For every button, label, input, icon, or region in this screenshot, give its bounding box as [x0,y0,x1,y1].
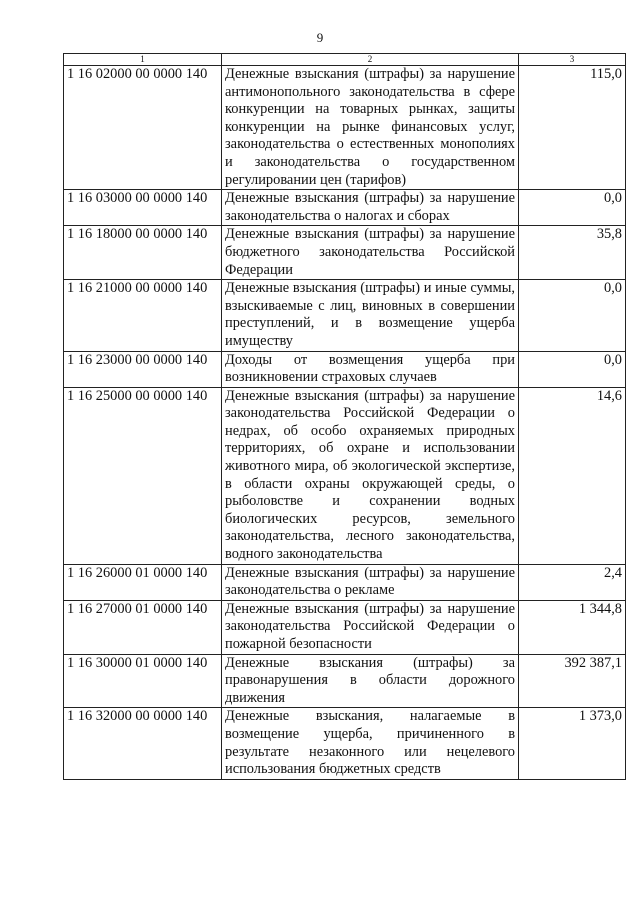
revenue-amount: 0,0 [519,351,626,387]
revenue-code: 1 16 30000 01 0000 140 [64,654,222,708]
revenue-code: 1 16 27000 01 0000 140 [64,600,222,654]
revenue-code: 1 16 21000 00 0000 140 [64,280,222,351]
table-header-row [64,54,626,66]
table-row [64,66,626,190]
revenue-code: 1 16 23000 00 0000 140 [64,351,222,387]
revenue-amount: 0,0 [519,190,626,226]
table-row [64,351,626,387]
revenue-amount: 2,4 [519,564,626,600]
revenue-description: Денежные взыскания (штрафы) за нарушение законодательства о налогах и сборах [222,190,519,226]
revenue-description: Денежные взыскания (штрафы) за нарушение законодательства о рекламе [222,564,519,600]
revenue-amount: 1 373,0 [519,708,626,779]
revenue-amount: 115,0 [519,66,626,190]
revenue-description: Денежные взыскания (штрафы) за правонарушения в области дорожного движения [222,654,519,708]
table-row [64,190,626,226]
table-row [64,387,626,564]
revenue-amount: 0,0 [519,280,626,351]
revenue-description: Денежные взыскания, налагаемые в возмещение ущерба, причиненного в результате незаконного или нецелевого использования бюджетных средств [222,708,519,779]
page-number: 9 [316,30,324,45]
revenue-description: Денежные взыскания (штрафы) за нарушение бюджетного законодательства Российской Федерации [222,226,519,280]
table-row [64,708,626,779]
revenue-code: 1 16 25000 00 0000 140 [64,387,222,564]
column-header-amount: 3 [519,54,626,66]
table-row [64,564,626,600]
table-row [64,280,626,351]
revenue-code: 1 16 32000 00 0000 140 [64,708,222,779]
revenue-description: Доходы от возмещения ущерба при возникновении страховых случаев [222,351,519,387]
revenue-code: 1 16 02000 00 0000 140 [64,66,222,190]
revenue-code: 1 16 03000 00 0000 140 [64,190,222,226]
revenue-description: Денежные взыскания (штрафы) за нарушение законодательства Российской Федерации о недрах, об особо охраняемых природных территориях, об охране и использовании животного мира, об экологической экспертизе, в области охраны окружающей среды, о рыболовстве и сохранении водных биологических ресурсов, земельного законодательства, лесного законодательства, водного законодательства [222,387,519,564]
revenue-code: 1 16 18000 00 0000 140 [64,226,222,280]
revenue-amount: 1 344,8 [519,600,626,654]
column-header-description: 2 [222,54,519,66]
table-row [64,600,626,654]
revenue-amount: 392 387,1 [519,654,626,708]
revenue-description: Денежные взыскания (штрафы) за нарушение антимонопольного законодательства в сфере конкуренции на товарных рынках, защиты конкуренции на рынке финансовых услуг, законодательства о естественных монополиях и законодательства о государственном регулировании цен (тарифов) [222,66,519,190]
revenue-amount: 35,8 [519,226,626,280]
revenue-table [63,53,626,780]
revenue-description: Денежные взыскания (штрафы) за нарушение законодательства Российской Федерации о пожарной безопасности [222,600,519,654]
revenue-amount: 14,6 [519,387,626,564]
table-row [64,226,626,280]
column-header-code: 1 [64,54,222,66]
revenue-description: Денежные взыскания (штрафы) и иные суммы, взыскиваемые с лиц, виновных в совершении преступлений, и в возмещение ущерба имуществу [222,280,519,351]
table-row [64,654,626,708]
revenue-code: 1 16 26000 01 0000 140 [64,564,222,600]
